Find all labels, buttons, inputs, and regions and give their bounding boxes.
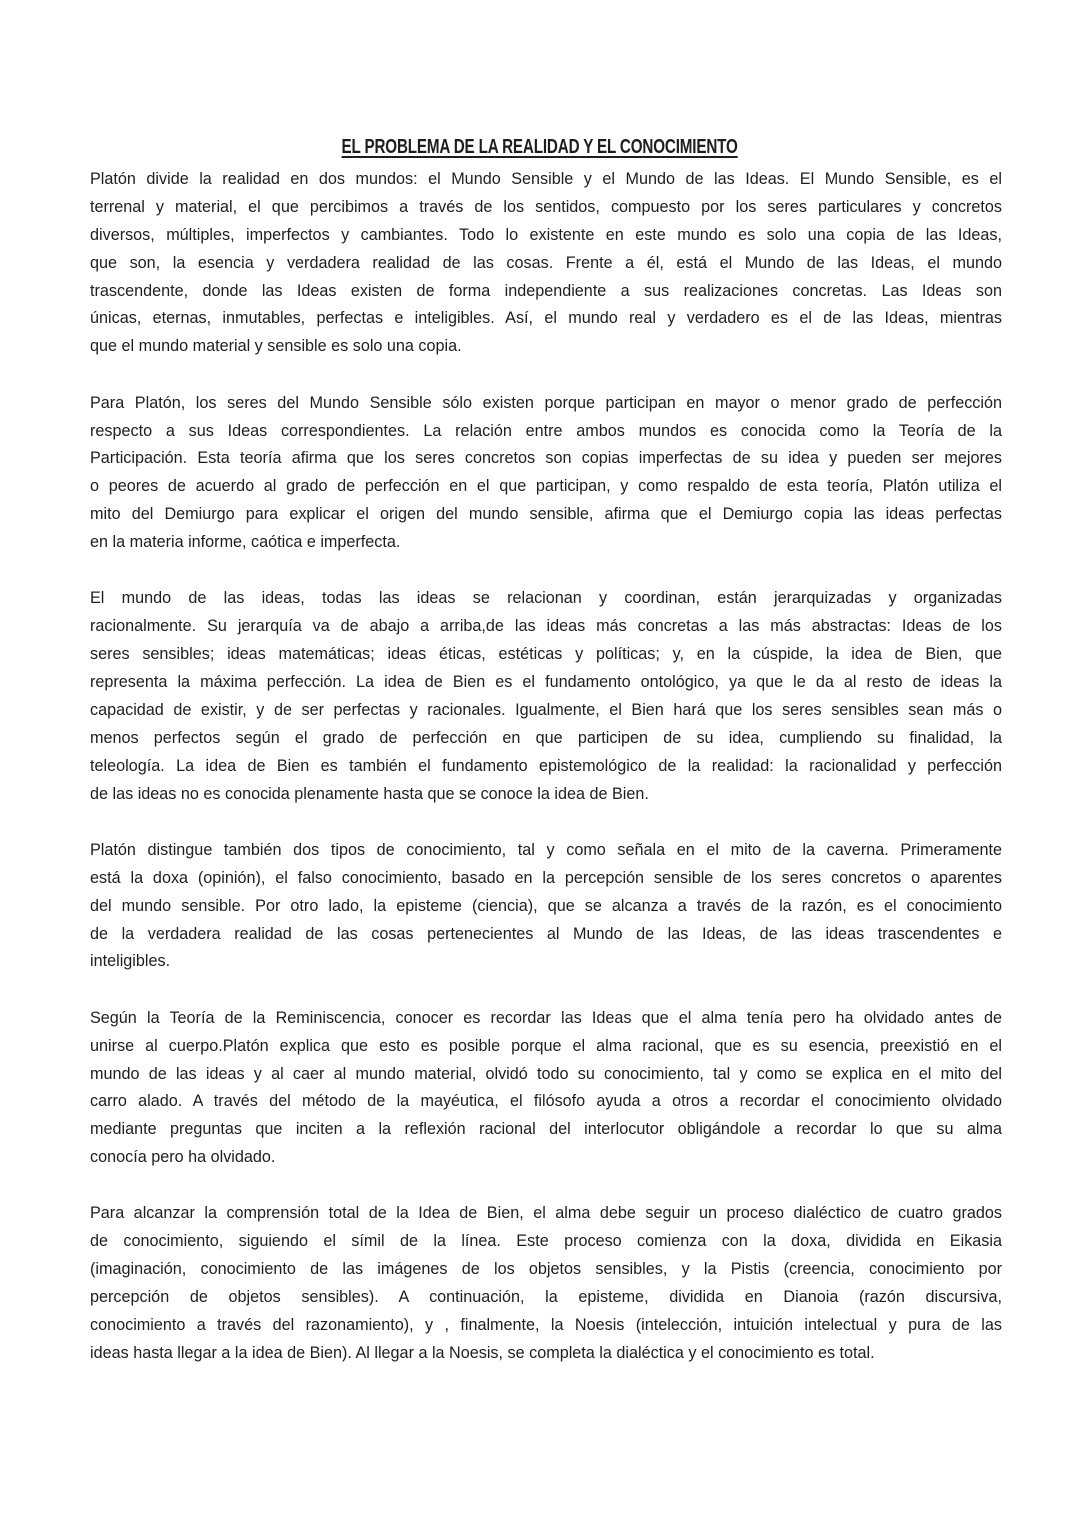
paragraph-line: diversos, múltiples, imperfectos y cambiantes. Todo lo existente en este mundo es solo una copia de las Ideas, [90,225,1002,244]
paragraph-line: Platón distingue también dos tipos de conocimiento, tal y como señala en el mito de la caverna. Primeramente [90,840,1002,859]
paragraph-line: racionalmente. Su jerarquía va de abajo a arriba,de las ideas más concretas a las más abstractas: Ideas de los [90,617,1002,636]
paragraph-line: Según la Teoría de la Reminiscencia, conocer es recordar las Ideas que el alma tenía pero ha olvidado antes de [90,1008,1002,1027]
paragraph-line: carro alado. A través del método de la mayéutica, el filósofo ayuda a otros a recordar el conocimiento olvidado [90,1092,1002,1111]
paragraph-line: Platón divide la realidad en dos mundos: el Mundo Sensible y el Mundo de las Ideas. El Mundo Sensible, es el [90,170,1002,188]
paragraph-line: El mundo de las ideas, todas las ideas se relacionan y coordinan, están jerarquizadas y organizadas [90,589,1002,608]
paragraph [90,166,1002,361]
paragraph-line: de la verdadera realidad de las cosas pertenecientes al Mundo de las Ideas, de las ideas trascendentes e [90,924,1002,943]
paragraph-line: mediante preguntas que inciten a la reflexión racional del interlocutor obligándole a recordar lo que su alma [90,1120,1002,1139]
paragraph-line: representa la máxima perfección. La idea de Bien es el fundamento ontológico, ya que le da al resto de ideas la [90,673,1002,692]
paragraph-line: percepción de objetos sensibles). A continuación, la episteme, dividida en Dianoia (razón discursiva, [90,1288,1002,1307]
paragraph-line: que son, la esencia y verdadera realidad de las cosas. Frente a él, está el Mundo de las Ideas, el mundo [90,253,1002,272]
paragraph-line: seres sensibles; ideas matemáticas; ideas éticas, estéticas y políticas; y, en la cúspide, la idea de Bien, que [90,645,1002,664]
paragraph-line: conocía pero ha olvidado. [90,1148,276,1167]
document-body [90,166,1002,1396]
paragraph-line: del mundo sensible. Por otro lado, la episteme (ciencia), que se alcanza a través de la razón, es el conocimiento [90,896,1002,915]
paragraph-line: conocimiento a través del razonamiento), y , finalmente, la Noesis (intelección, intuición intelectual y pura de las [90,1316,1002,1335]
paragraph [90,837,1002,976]
paragraph-line: de conocimiento, siguiendo el símil de la línea. Este proceso comienza con la doxa, dividida en Eikasia [90,1232,1002,1251]
paragraph [90,1200,1002,1367]
paragraph-line: trascendente, donde las Ideas existen de forma independiente a sus realizaciones concretas. Las Ideas son [90,281,1002,300]
paragraph-line: capacidad de existir, y de ser perfectas y racionales. Igualmente, el Bien hará que los seres sensibles sean más o [90,700,1002,719]
paragraph-line: mito del Demiurgo para explicar el origen del mundo sensible, afirma que el Demiurgo copia las ideas perfectas [90,505,1002,524]
paragraph-line: en la materia informe, caótica e imperfecta. [90,533,401,552]
paragraph-line: respecto a sus Ideas correspondientes. La relación entre ambos mundos es conocida como la Teoría de la [90,421,1002,440]
paragraph-line: inteligibles. [90,952,171,971]
paragraph [90,585,1002,808]
document-title: EL PROBLEMA DE LA REALIDAD Y EL CONOCIMIENTO [341,136,739,158]
paragraph-line: Para Platón, los seres del Mundo Sensible sólo existen porque participan en mayor o menor grado de perfección [90,393,1002,412]
paragraph [90,1005,1002,1172]
paragraph-line: menos perfectos según el grado de perfección en que participen de su idea, cumpliendo su finalidad, la [90,728,1002,747]
paragraph-line: mundo de las ideas y al caer al mundo material, olvidó todo su conocimiento, tal y como se explica en el mito del [90,1064,1002,1083]
paragraph-line: de las ideas no es conocida plenamente hasta que se conoce la idea de Bien. [90,784,649,803]
paragraph-line: Para alcanzar la comprensión total de la Idea de Bien, el alma debe seguir un proceso dialéctico de cuatro grados [90,1204,1002,1223]
paragraph-line: teleología. La idea de Bien es también el fundamento epistemológico de la realidad: la racionalidad y perfección [90,756,1002,775]
paragraph-line: (imaginación, conocimiento de las imágenes de los objetos sensibles, y la Pistis (creencia, conocimiento por [90,1260,1002,1279]
paragraph-line: terrenal y material, el que percibimos a través de los sentidos, compuesto por los seres particulares y concretos [90,197,1002,216]
paragraph-line: ideas hasta llegar a la idea de Bien). Al llegar a la Noesis, se completa la dialéctica y el conocimiento es total. [90,1343,875,1362]
paragraph [90,390,1002,557]
paragraph-line: unirse al cuerpo.Platón explica que esto es posible porque el alma racional, que es su esencia, preexistió en el [90,1036,1002,1055]
title-container [0,133,1080,161]
paragraph-line: Participación. Esta teoría afirma que los seres concretos son copias imperfectas de su idea y pueden ser mejores [90,449,1002,468]
paragraph-line: está la doxa (opinión), el falso conocimiento, basado en la percepción sensible de los seres concretos o aparentes [90,868,1002,887]
paragraph-line: o peores de acuerdo al grado de perfección en el que participan, y como respaldo de esta teoría, Platón utiliza el [90,477,1002,496]
paragraph-line: que el mundo material y sensible es solo una copia. [90,337,462,356]
paragraph-line: únicas, eternas, inmutables, perfectas e inteligibles. Así, el mundo real y verdadero es el de las Ideas, mientras [90,309,1002,328]
